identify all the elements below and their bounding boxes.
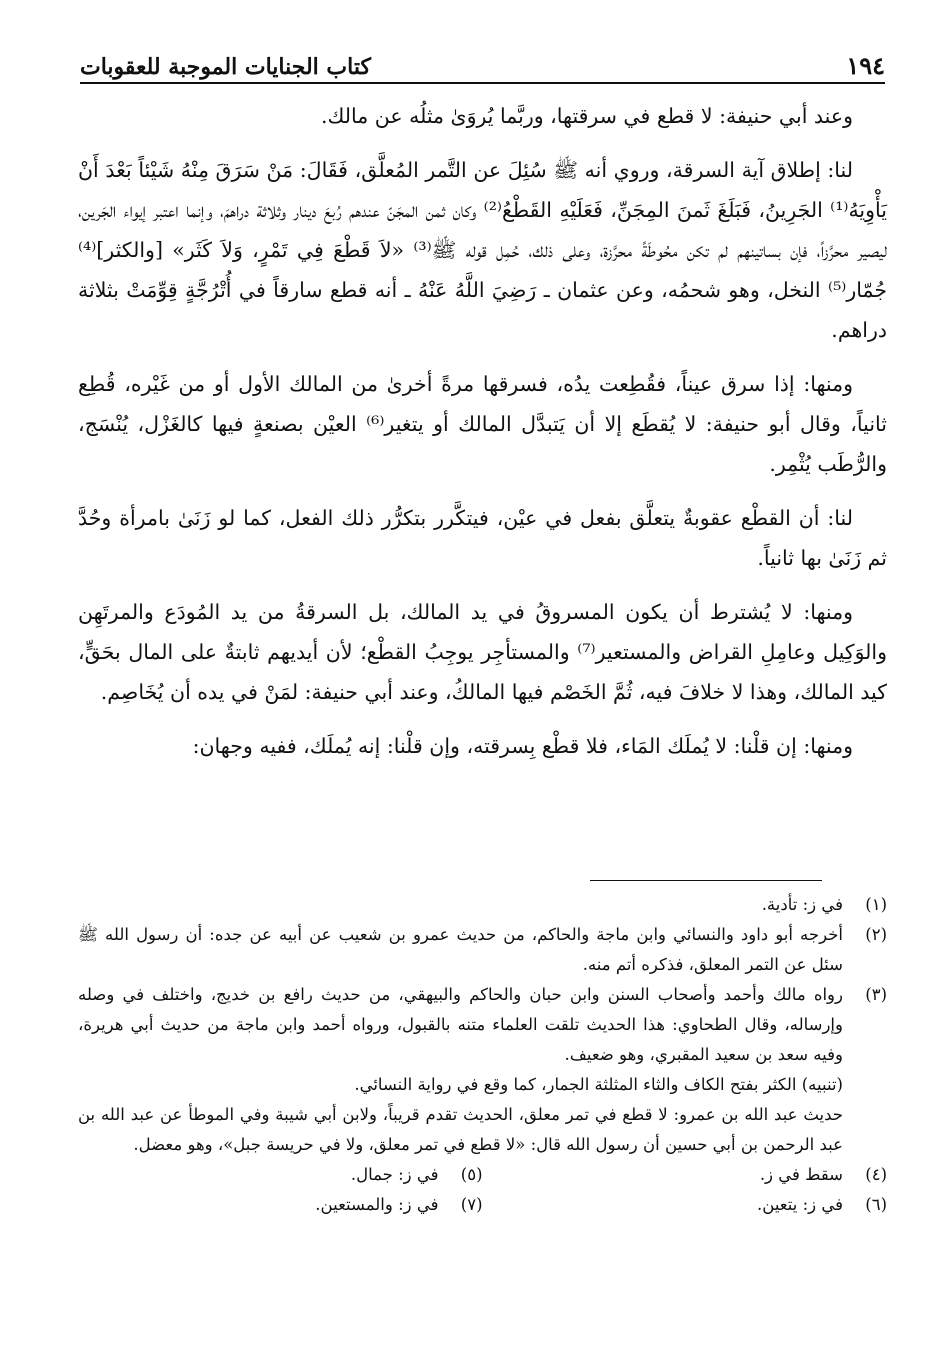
paragraph: لنا: إطلاق آية السرقة، وروي أنه ﷺ سُئِلَ عن التَّمر المُعلَّق، فَقَالَ: مَنْ سَرَقَ مِنْهُ شَيْئاً بَعْدَ أَنْ يَأْوِيَهُ⁽¹⁾ الجَرِينُ، فَبَلَغَ ثَمنَ المِجَنِّ، فَعَلَيْهِ القَطْعُ⁽²⁾ وكان ثمن المجَنّ عندهم رُبعَ دينار وثلاثة دراهمَ، وإنما اعتبر إيواء الجَرين، ليصير محرَّزاً، فإن بساتينهم لم تكن محُوطَةً محرَّزة، وعلى ذلك، حُمِل قوله ﷺ⁽³⁾ «لاَ قَطْعَ فِي تَمْرٍ، وَلاَ كَثَر» [والكثر]⁽⁴⁾ جُمّار⁽⁵⁾ النخل، وهو شحمُه، وعن عثمان ـ رَضِيَ اللَّهُ عَنْهُ ـ أنه قطع سارقاً في أُتْرُجَّةٍ قِوِّمَتْ بثلاثة دراهم. [78, 158, 887, 342]
footnote [483, 1160, 888, 1190]
paragraph: وعند أبي حنيفة: لا قطع في سرقتها، وربَّما يُروَىٰ مثلُه عن مالك. [320, 104, 853, 128]
paragraph: ومنها: لا يُشترط أن يكون المسروقُ في يد المالك، بل السرقةُ من يد المُودَع والمرتَهِن والوَكِيل وعامِلِ القراض والمستعير⁽⁷⁾ والمستأجِر يوجِبُ القطْع؛ لأن أيديهم ثابتةٌ على المال بحَقٍّ، كيد المالك، وهذا لا خلافَ فيه، ثُمَّ الخَصْم فيها المالكُ، وعند أبي حنيفة: لمَنْ في يده أن يُخَاصِم. [78, 600, 888, 704]
footnote [78, 890, 887, 920]
footnotes [78, 890, 887, 1220]
footnote-row [78, 1160, 887, 1190]
footnote [78, 980, 887, 1070]
running-title: كتاب الجنايات الموجبة للعقوبات [80, 54, 371, 80]
footnote-number: (٥) [460, 1165, 483, 1184]
footnote-text: سقط في ز. [759, 1165, 843, 1184]
footnote-text: في ز: يتعين. [757, 1195, 843, 1214]
footnote-rule [590, 880, 822, 881]
page-number: ١٩٤ [846, 51, 885, 80]
footnote [78, 1190, 483, 1220]
paragraph: ومنها: إذا سرق عيناً، فقُطِعت يدُه، فسرقها مرةً أخرىٰ من المالك الأول أو من غَيْره، قُطِع ثانياً، وقال أبو حنيفة: لا يُقطَع إلا أن يَتبدَّل المالك أو يتغير⁽⁶⁾ العيْن بصنعةٍ فيها كالغَزْل، يُنْسَج، والرُّطَب يُثْمِر. [78, 372, 887, 476]
footnote-continuation: حديث عبد الله بن عمرو: لا قطع في تمر معلق، الحديث تقدم قريباً، ولابن أبي شيبة وفي الموطأ عن عبد الله بن عبد الرحمن بن أبي حسين أن رسول الله قال: «لا قطع في تمر معلق، ولا في حريسة جبل»، وهو معضل. [78, 1105, 843, 1154]
footnote-number: (٢) [865, 925, 887, 944]
footnote [483, 1190, 888, 1220]
page-header [80, 34, 885, 80]
footnote-text: في ز: جمال. [350, 1165, 439, 1184]
footnote-text: في ز: تأدية. [761, 895, 843, 914]
footnote-row [78, 1190, 887, 1220]
footnote-note: (تنبيه) الكثر بفتح الكاف والثاء المثلثة الجمار، كما وقع في رواية النسائي. [354, 1075, 843, 1094]
footnote-number: (٤) [865, 1165, 887, 1184]
paragraph: ومنها: إن قلْنا: لا يُملَك المَاء، فلا قطْع بِسرقته، وإن قلْنا: إنه يُملَك، ففيه وجهان: [192, 734, 853, 758]
footnote-text: رواه مالك وأحمد وأصحاب السنن وابن حبان والحاكم والبيهقي، من حديث رافع بن خديج، واختلف في وصله وإرساله، وقال الطحاوي: هذا الحديث تلقت العلماء متنه بالقبول، ورواه أحمد وابن ماجة من حديث أبي هريرة، وفيه سعد بن سعيد المقبري، وهو ضعيف. [78, 985, 843, 1064]
footnote-text: في ز: والمستعين. [315, 1195, 439, 1214]
paragraph: لنا: أن القطْع عقوبةٌ يتعلَّق بفعل في عيْن، فيتكَّرر بتكرُّر ذلك الفعل، كما لو زَنَىٰ بامرأة وحُدَّ ثم زَنَىٰ بها ثانياً. [78, 506, 887, 570]
footnote-number: (٧) [460, 1195, 483, 1214]
main-text [78, 96, 887, 780]
footnote-number: (١) [865, 895, 887, 914]
footnote-text: أخرجه أبو داود والنسائي وابن ماجة والحاكم، من حديث عمرو بن شعيب عن أبيه عن جده: أن رسول الله ﷺ سئل عن التمر المعلق، فذكره أتم منه. [78, 925, 843, 974]
footnote-number: (٦) [865, 1195, 887, 1214]
footnote [78, 1160, 483, 1190]
footnote-number: (٣) [865, 985, 887, 1004]
header-rule [80, 82, 885, 84]
footnote [78, 920, 887, 980]
